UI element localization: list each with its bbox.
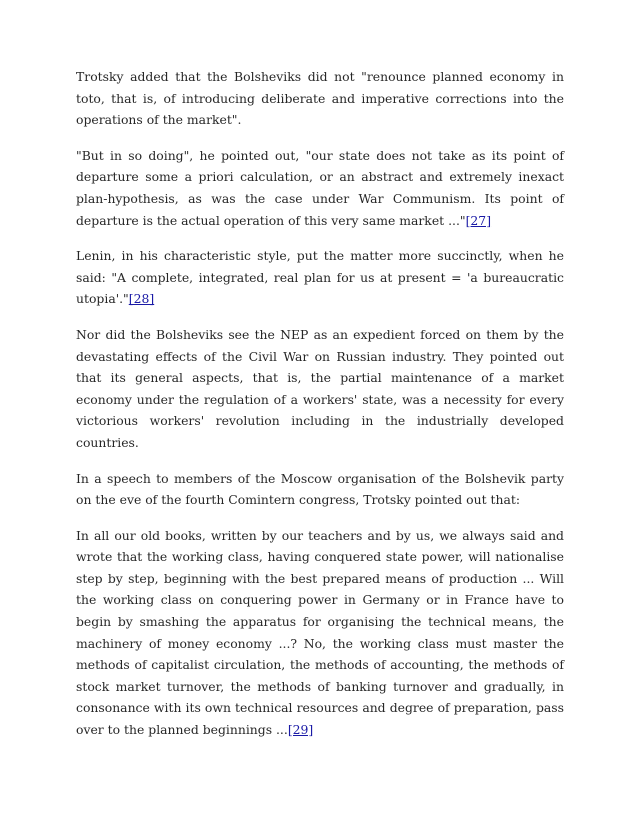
footnote-link-28[interactable]: [28] <box>128 291 155 307</box>
paragraph-3-text: Lenin, in his characteristic style, put the matter more succinctly, when he said: "A complete, integrated, real plan for us at present = 'a bureaucratic utopia'." <box>76 248 564 307</box>
paragraph-1-text: Trotsky added that the Bolsheviks did not "renounce planned economy in toto, that is, of introducing deliberate and imperative corrections into the operations of the market". <box>76 69 564 128</box>
paragraph-3 <box>76 245 564 310</box>
paragraph-5-text: In a speech to members of the Moscow organisation of the Bolshevik party on the eve of the fourth Comintern congress, Trotsky pointed out that: <box>76 470 564 508</box>
paragraph-6-quote <box>76 525 564 741</box>
footnote-link-27[interactable]: [27] <box>465 212 492 228</box>
document-page <box>76 66 564 755</box>
footnote-link-29[interactable]: [29] <box>287 722 314 738</box>
paragraph-2 <box>76 145 564 231</box>
paragraph-5 <box>76 468 564 511</box>
paragraph-2-text: "But in so doing", he pointed out, "our state does not take as its point of departure some a priori calculation, or an abstract and extremely inexact plan-hypothesis, as was the case under War Communism. Its point of departure is the actual operation of this very same market ..." <box>76 147 564 228</box>
paragraph-4 <box>76 324 564 454</box>
paragraph-4-text: Nor did the Bolsheviks see the NEP as an expedient forced on them by the devastating effects of the Civil War on Russian industry. They pointed out that its general aspects, that is, the partial maintenance of a market economy under the regulation of a workers' state, was a necessity for every victorious workers' revolution including in the industrially developed countries. <box>76 326 564 450</box>
paragraph-6-text: In all our old books, written by our teachers and by us, we always said and wrote that the working class, having conquered state power, will nationalise step by step, beginning with the best prepared means of production ... Will the working class on conquering power in Germany or in France have to begin by smashing the apparatus for organising the technical means, the machinery of money economy ...? No, the working class must master the methods of capitalist circulation, the methods of accounting, the methods of stock market turnover, the methods of banking turnover and gradually, in consonance with its own technical resources and degree of preparation, pass over to the planned beginnings ... <box>76 527 564 738</box>
paragraph-1 <box>76 66 564 131</box>
